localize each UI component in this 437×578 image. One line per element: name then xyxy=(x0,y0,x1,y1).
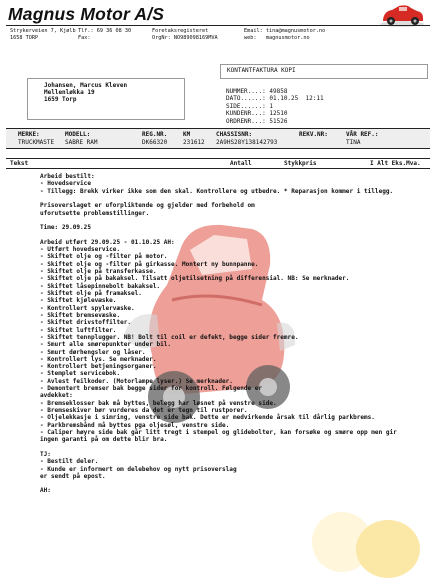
body-line: Arbeid bestilt: xyxy=(40,173,95,180)
vehicle-rule-top xyxy=(6,128,430,129)
vehicle-header-km: KM xyxy=(183,131,191,138)
column-total: I Alt Eks.Mva. xyxy=(370,160,421,167)
work-description xyxy=(40,173,397,495)
company-address-1: Strykerveien 7, Kjølb xyxy=(10,28,76,34)
company-phone: Tlf.: 69 36 08 30 xyxy=(78,28,132,34)
meta-label: NUMMER....: xyxy=(226,88,266,95)
columns-rule-bottom xyxy=(6,168,430,169)
body-line: - Tillegg: Brekk virker ikke som den skal. Kontrollere og utbedre. * Reparasjon kommer i tillegg. xyxy=(40,187,394,195)
column-text: Tekst xyxy=(10,160,29,167)
meta-page xyxy=(226,103,324,110)
body-line: - Skiftet drivstoffilter. xyxy=(40,319,132,327)
body-line: Prisoverslaget er uforpliktende og gjelder med forbehold om xyxy=(40,202,255,210)
body-line: - Kontrollert betjeningsorganer. xyxy=(40,363,157,371)
body-line: - Skiftet olje og -filter på motor. xyxy=(40,253,168,261)
body-line: Time: 29.09.25 xyxy=(40,224,91,232)
body-line: AH: xyxy=(40,487,51,495)
company-email: Email: tina@magnusmotor.no xyxy=(244,28,326,34)
meta-label: ORDRENR...: xyxy=(226,117,266,125)
body-line: TJ: xyxy=(40,450,51,458)
vehicle-rekv xyxy=(299,139,303,146)
customer-street: Mellenløkka 19 xyxy=(44,89,95,96)
body-line: - Kontrollert lys. Se merknader. xyxy=(40,355,157,363)
vehicle-rule-bottom xyxy=(6,148,430,149)
company-web: web: magnusmotor.no xyxy=(244,35,310,41)
body-line: - Avlest feilkoder. (Motorlampe lyser.) Se merknader. xyxy=(40,377,233,385)
body-line: - Skiftet kjølevæske. xyxy=(40,297,117,305)
body-line: - Utført hovedservice. xyxy=(40,246,121,254)
body-line: - Kontrollert spylervæske. xyxy=(40,304,135,312)
body-line xyxy=(40,232,397,239)
doc-title-box xyxy=(220,64,428,79)
body-line: - Smurt alle smørepunkter under bil. xyxy=(40,341,172,349)
customer-city: 1659 Torp xyxy=(44,96,77,103)
body-line: - Skiftet olje på bakaksel. Tilsatt oljetilsetning på differensial. NB: Se merknader. xyxy=(40,275,350,283)
column-quantity: Antall xyxy=(230,160,252,167)
column-unit-price: Stykkpris xyxy=(284,160,317,167)
meta-block xyxy=(226,88,324,125)
body-line: - Skiftet bremsevæske. xyxy=(40,311,121,319)
body-line: - Bestilt deler. xyxy=(40,458,99,466)
body-line: Arbeid utført 29.09.25 - 01.10.25 AH: xyxy=(40,238,175,246)
body-line: - Skiftet olje og -filter på girkasse. Montert ny bunnpanne. xyxy=(40,260,259,268)
body-line: - Skiftet olje på framaksel. xyxy=(40,290,142,297)
body-line: - Parkbremsbånd må byttes pga oljesøl, venstre side. xyxy=(40,421,230,429)
company-fax: Fax: xyxy=(78,35,91,41)
meta-value: 12510 xyxy=(269,110,288,118)
company-name: Magnus Motor A/S xyxy=(8,4,165,24)
vehicle-header-regnr: REG.NR. xyxy=(142,131,168,138)
vehicle-header-rekv: REKV.NR: xyxy=(299,131,328,138)
body-line: - Caliper høyre side bak går litt tregt i stempel og glidebolter, kan forsøke og smøre opp men gir xyxy=(40,428,397,436)
company-register: Foretaksregisteret xyxy=(152,28,209,34)
vehicle-regnr: DK66320 xyxy=(142,139,168,146)
vehicle-chassis: 2A9HS28Y138142793 xyxy=(216,139,278,146)
meta-date xyxy=(226,95,324,102)
vehicle-header-ref: VÅR REF.: xyxy=(346,131,379,138)
body-line: - Kunde er informert om delebehov og nytt prisoverslag xyxy=(40,465,237,473)
vehicle-header-make: MERKE: xyxy=(18,131,40,138)
vehicle-model: SABRE RAM xyxy=(65,139,98,146)
meta-value: 49858 xyxy=(269,88,288,95)
body-line: - Bremseklosser bak må byttes, belegg har løsnet på venstre side. xyxy=(40,399,277,407)
customer-box xyxy=(27,78,185,120)
body-line: - Skiftet olje på transferkasse. xyxy=(40,268,157,276)
decor-dot-yellow xyxy=(356,520,420,578)
body-line: - Skiftet tennplugger. NB! Bolt til coil er defekt, begge sider fremre. xyxy=(40,333,299,341)
body-line: - Skiftet låsepinnebolt bakaksel. xyxy=(40,282,161,290)
columns-rule-top xyxy=(6,158,430,159)
meta-value: 51526 xyxy=(269,117,288,125)
body-line: - Bremseskiver bør vurderes da det er tegn til rustporer. xyxy=(40,407,248,414)
body-line: - Oljelekkasje i simring, venstre side bak. Dette er medvirkende årsak til dårlig parkbrems. xyxy=(40,414,375,422)
body-line xyxy=(40,217,397,224)
customer-name: Johansen, Marcus Kleven xyxy=(44,82,128,89)
meta-customer-number xyxy=(226,110,324,117)
doc-title: KONTANTFAKTURA KOPI xyxy=(227,67,296,74)
body-line: avdekket: xyxy=(40,392,73,400)
meta-number xyxy=(226,88,324,95)
vehicle-km: 231612 xyxy=(183,139,205,146)
body-line xyxy=(40,480,397,487)
vehicle-make: TRUCKMASTE xyxy=(18,139,55,146)
meta-order-number xyxy=(226,118,324,125)
vehicle-header-chassis: CHASSISNR: xyxy=(216,131,253,138)
body-line: - Stemplet servicebok. xyxy=(40,370,121,378)
meta-label: DATO......: xyxy=(226,95,266,103)
meta-label: SIDE......: xyxy=(226,102,266,110)
body-line: ingen garanti på om dette blir bra. xyxy=(40,436,168,444)
header-rule xyxy=(6,25,430,26)
meta-value: 01.10.25 12:11 xyxy=(269,95,324,103)
body-line: - Smurt dørhengsler og låser. xyxy=(40,348,146,356)
meta-value: 1 xyxy=(269,102,273,110)
body-line: - Skiftet luftfilter. xyxy=(40,326,117,334)
body-line: - Demontert bremser bak begge sider for kontroll. Følgende er xyxy=(40,385,263,393)
company-org-number: OrgNr: NO989098169MVA xyxy=(152,35,218,41)
meta-label: KUNDENR...: xyxy=(226,110,266,118)
body-line: uforutsette problemstillinger. xyxy=(40,209,150,217)
vehicle-ref: TINA xyxy=(346,139,361,146)
body-line: er sendt på epost. xyxy=(40,472,106,480)
body-line: - Hovedservice xyxy=(40,180,91,188)
company-address-2: 1658 TORP xyxy=(10,35,39,41)
body-line xyxy=(40,444,397,451)
vehicle-header-model: MODELL: xyxy=(65,131,91,138)
